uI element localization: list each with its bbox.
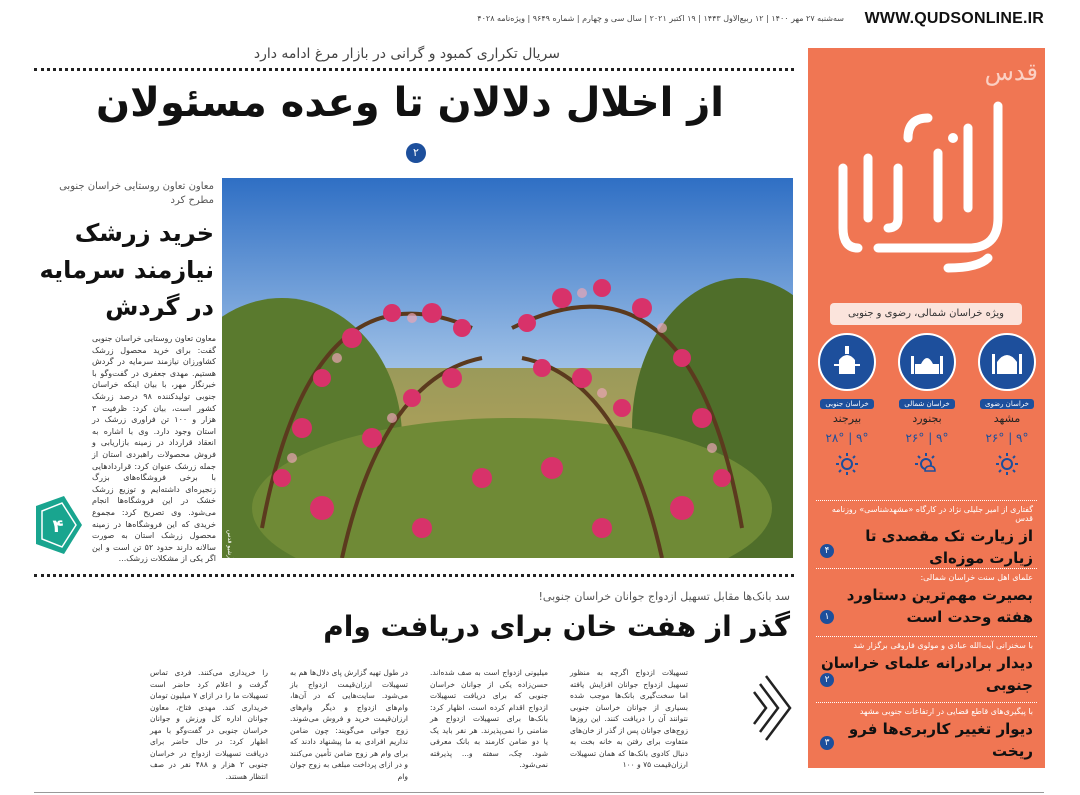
city-name: بجنورد — [912, 412, 942, 425]
left-story-kicker: معاون تعاون روستایی خراسان جنوبی مطرح کرد — [59, 181, 214, 206]
sidebar-news-4[interactable] — [816, 702, 1037, 763]
page-bottom-rule — [34, 792, 1044, 793]
mosque-icon — [898, 333, 956, 391]
news-title[interactable]: از زیارت تک مقصدی تا زیارت موزه‌ای — [865, 527, 1033, 567]
province-label: خراسان شمالی — [899, 399, 955, 409]
lower-story-kicker: سد بانک‌ها مقابل تسهیل ازدواج جوانان خراسان جنوبی! — [538, 590, 790, 603]
province-label: خراسان رضوی — [980, 399, 1034, 409]
lower-story-title[interactable]: گذر از هفت خان برای دریافت وام — [323, 610, 790, 643]
news-title[interactable]: دیوار تغییر کاربری‌ها فرو ریخت — [848, 720, 1033, 760]
page-ref-badge[interactable]: ۱ — [820, 610, 834, 624]
masthead-strip — [0, 0, 1080, 40]
page-ref-badge[interactable]: ۴ — [820, 544, 834, 558]
news-title[interactable]: بصیرت مهم‌ترین دستاورد هفته وحدت است — [846, 586, 1033, 626]
news-kicker: علمای اهل سنت خراسان شمالی: — [920, 573, 1033, 582]
left-story-body: معاون تعاون روستایی خراسان جنوبی گفت: برای خرید محصول زرشک کشاورزان نیازمند سرمایه در گردش هستیم. مهدی جعفری در گفت‌وگو با خبرنگار مهر، با بیان اینکه خراسان جنوبی تولیدکننده ۹۸ درصد زرشک کشور است، بیان کرد: ظرفیت ۳ هزار و ۱۰۰ تن فراوری زرشک در استان وجود دارد. وی با اشاره به انعقاد قرارداد در زمینه بازاریابی و فروش محصولات راهبردی استان از جمله زرشک عنوان کرد: قراردادهایی با برخی فروشگاه‌های بزرگ زنجیره‌ای داشته‌ایم و توزیع زرشک خشک در این فروشگاه‌ها انجام می‌شود. وی تصریح کرد: مجموع خریدی که این فروشگاه‌ها در زمینه محصول زرشک استان به صورت سالانه دارند حدود ۵۲ تن است و این اگر یکی از مشکلات زرشک... — [92, 334, 217, 564]
dotted-divider — [34, 68, 794, 71]
page-number: ۴ — [52, 516, 64, 537]
page-ref-badge[interactable]: ۳ — [820, 736, 834, 750]
weather-birjand — [816, 333, 878, 473]
city-name: بیرجند — [832, 412, 862, 425]
lower-story-column-4: را خریداری می‌کنند. فردی تماس گرفت و اعلام کرد حاضر است تسهیلات ما را در ازای ۷ میلیون تومان خریداری کند. مهدی فتاح، معاون جوانان اداره کل ورزش و جوانان خراسان جنوبی در گفت‌وگو با مهر اظهار کرد: در حال حاضر برای دریافت تسهیلات ازدواج در خراسان جنوبی ۲ هزار و ۴۸۸ نفر در صف انتظار هستند. — [150, 668, 269, 781]
city-temps: ۲۸° | ۹° — [825, 431, 869, 445]
headline-kicker: سریال تکراری کمبود و گرانی در بازار مرغ ادامه دارد — [253, 46, 560, 62]
site-url[interactable]: WWW.QUDSONLINE.IR — [864, 10, 1044, 27]
sidebar-news-2[interactable] — [816, 568, 1037, 635]
left-story-title[interactable]: خرید زرشک نیازمند سرمایه در گردش — [39, 219, 214, 321]
barberry-photo — [222, 178, 793, 558]
city-name: مشهد — [993, 412, 1021, 425]
photo-credit: عکس: آرشیو قدس — [226, 530, 233, 579]
page-ref-badge[interactable]: ۲ — [820, 673, 834, 687]
tower-icon — [818, 333, 876, 391]
hexagon-arrow-icon — [736, 672, 796, 744]
lower-story-column-3: در طول تهیه گزارش پای دلال‌ها هم به تسهیلات ارزان‌قیمت ازدواج باز می‌شود. سایت‌هایی که در آن‌ها، وام‌های ازدواج و دیگر وام‌های ارزان‌قیمت خرید و فروش می‌شوند. زوج جوانی می‌گویند: چون ضامن نداریم افرادی به ما پیشنهاد دادند که برای وام هر زوج ضامن تأمین می‌کنند و در ازای پرداخت مبلغی به زوج جوان وام — [290, 668, 408, 781]
weather-bojnurd — [896, 333, 958, 473]
sidebar-tagline: ویژه خراسان شمالی، رضوی و جنوبی — [830, 303, 1022, 325]
logo-area — [808, 48, 1045, 303]
khorasan-logo — [838, 98, 1008, 288]
news-kicker: با سخنرانی آیت‌الله عبادی و مولوی فاروقی برگزار شد — [853, 641, 1033, 650]
regional-sidebar — [808, 48, 1045, 768]
dotted-divider — [34, 574, 794, 577]
page-ref-badge[interactable]: ۲ — [406, 143, 426, 163]
sidebar-news-3[interactable] — [816, 636, 1037, 701]
city-temps: ۲۶° | ۹° — [985, 431, 1029, 445]
province-label: خراسان جنوبی — [820, 399, 873, 409]
news-kicker: گفتاری از امیر جلیلی نژاد در کارگاه «مشهدشناسی» روزنامه قدس — [831, 505, 1033, 523]
page-arrow-badge[interactable] — [30, 492, 86, 558]
city-temps: ۲۶° | ۹° — [905, 431, 949, 445]
shrine-icon — [978, 333, 1036, 391]
sun-icon — [976, 453, 1038, 479]
lower-story-column-1: تسهیلات ازدواج اگرچه به منظور تسهیل ازدواج جوانان افزایش یافته اما سخت‌گیری بانک‌ها موجب شده بسیاری از جوانان خراسان جنوبی نتوانند آن را دریافت کنند. این روزها زوج‌های جوانان پس از گذر از خان‌های متفاوت برای رفتن به خانه بخت به دنبال کادوی بانک‌ها که همان تسهیلات ارزان‌قیمت ۷۵ و ۱۰۰ — [570, 668, 688, 769]
issue-meta: سه‌شنبه ۲۷ مهر ۱۴۰۰ | ۱۲ ربیع‌الاول ۱۴۴۳ | ۱۹ اکتبر ۲۰۲۱ | سال سی و چهارم | شماره ۹۶۴۹ | ویژه‌نامه ۴۰۲۸ — [477, 14, 844, 23]
main-headline[interactable]: از اخلال دلالان تا وعده مسئولان — [96, 80, 724, 126]
news-title[interactable]: دیدار برادرانه علمای خراسان جنوبی — [820, 654, 1033, 694]
sun-icon — [816, 453, 878, 479]
lower-story-column-2: میلیونی ازدواج است به صف شده‌اند. حسن‌زاده یکی از جوانان خراسان جنوبی که برای دریافت تسهیلات ازدواج اقدام کرده است، اظهار کرد: بانک‌ها برای تسهیلات ازدواج هر ضامنی را نمی‌پذیرند. هر نفر باید یک یا دو ضامن کارمند به بانک معرفی شود. چک، سفته و... پذیرفته نمی‌شود. — [430, 668, 548, 769]
news-kicker: با پیگیری‌های قاطع قضایی در ارتفاعات جنوبی مشهد — [859, 707, 1033, 716]
sun-cloud-icon — [896, 453, 958, 479]
qods-small-logo: قدس — [984, 58, 1038, 86]
weather-mashhad — [976, 333, 1038, 473]
sidebar-news-1[interactable] — [816, 500, 1037, 567]
